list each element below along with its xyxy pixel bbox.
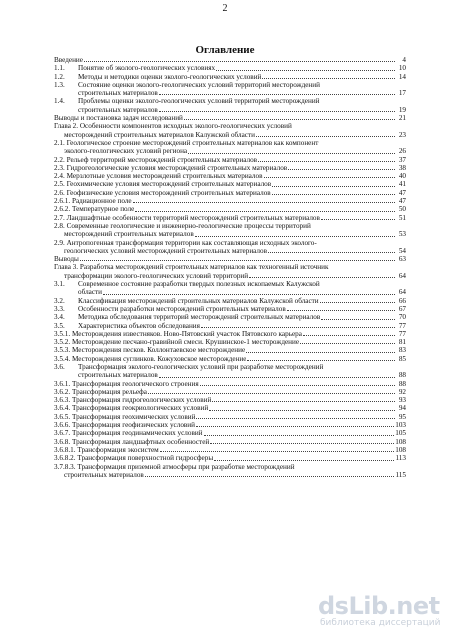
toc-leader-dots [135, 210, 395, 212]
toc-entry[interactable] [54, 313, 406, 321]
toc-entry-title: 3.5.2. Месторождение песчано-гравийной смеси. Крушинское-1 месторождение [54, 338, 300, 347]
toc-entry-title-continuation: строительных материалов [78, 105, 158, 114]
toc-leader-dots [148, 392, 395, 394]
toc-leader-dots [212, 400, 395, 402]
toc-entry[interactable] [54, 413, 406, 421]
toc-entry-page: 47 [398, 188, 406, 197]
toc-entry[interactable] [54, 446, 406, 454]
toc-entry-page: 70 [398, 313, 406, 322]
toc-entry[interactable] [54, 330, 406, 338]
toc-leader-dots [188, 152, 395, 154]
toc-entry-page: 63 [398, 255, 406, 264]
toc-entry[interactable] [54, 396, 406, 404]
toc-entry[interactable] [54, 388, 406, 396]
toc-leader-dots [321, 218, 395, 220]
toc-entry-page: 81 [398, 338, 406, 347]
toc-entry-number: 3.6. [54, 362, 65, 371]
toc-entry[interactable] [54, 64, 406, 72]
toc-leader-dots [262, 77, 395, 79]
toc-entry[interactable] [54, 97, 406, 114]
toc-leader-dots [159, 93, 395, 95]
toc-entry-page: 66 [398, 296, 406, 305]
toc-leader-dots [264, 176, 395, 178]
toc-entry-title: 2.4. Мерзлотные условия месторождений строительных материалов [54, 172, 263, 181]
toc-entry[interactable] [54, 205, 406, 213]
toc-entry-title: 3.6.4. Трансформация геокриологических условий [54, 404, 209, 413]
toc-leader-dots [204, 434, 395, 436]
toc-leader-dots [214, 459, 394, 461]
toc-entry-title: Классификация месторождений строительных материалов Калужской области [78, 296, 319, 305]
toc-entry-number: 3.5. [54, 321, 65, 330]
toc-entry-page: 37 [398, 155, 406, 164]
toc-leader-dots [103, 293, 395, 295]
toc-entry[interactable] [54, 197, 406, 205]
toc-entry-number: 1.3. [54, 80, 65, 89]
toc-entry-page: 51 [398, 213, 406, 222]
toc-leader-dots [288, 168, 395, 170]
toc-entry-title: 3.6.2. Трансформация рельефа [54, 387, 147, 396]
toc-entry-page: 23 [398, 130, 406, 139]
toc-entry[interactable] [54, 322, 406, 330]
toc-entry[interactable] [54, 239, 406, 256]
watermark-logo: dsLib.net [318, 592, 440, 620]
toc-entry-number: 3.2. [54, 296, 65, 305]
toc-entry-title: Введение [54, 56, 83, 64]
toc-entry-page: 41 [398, 180, 406, 189]
toc-leader-dots [133, 201, 395, 203]
toc-entry-page: 92 [398, 387, 406, 396]
toc-leader-dots [159, 110, 395, 112]
toc-entry-title: 2.8. Современные геологические и инженерно-геологические процессы территорий [54, 221, 311, 230]
watermark-caption: библиотека диссертаций [320, 618, 441, 628]
table-of-contents [54, 56, 406, 479]
toc-entry-page: 40 [398, 172, 406, 181]
toc-entry[interactable] [54, 56, 406, 64]
page-number: 2 [222, 3, 228, 14]
toc-entry-title: 2.6.1. Радиационное поле [54, 197, 132, 206]
toc-entry-page: 113 [395, 454, 406, 463]
toc-entry-title: Характеристика объектов обследования [78, 321, 200, 330]
toc-entry-title: 3.6.8. Трансформация ландшафтных особенностей [54, 437, 210, 446]
toc-entry[interactable] [54, 214, 406, 222]
toc-entry-page: 14 [398, 72, 406, 81]
toc-entry-title: 2.6. Геофизические условия месторождений строительных материалов [54, 188, 271, 197]
toc-leader-dots [84, 60, 395, 62]
toc-entry[interactable] [54, 81, 406, 98]
toc-leader-dots [80, 259, 395, 261]
toc-leader-dots [287, 309, 395, 311]
toc-entry-page: 88 [398, 371, 406, 380]
toc-entry-title: Методы и методики оценки эколого-геологических условий [78, 72, 262, 81]
toc-entry-title: Глава 3. Разработка месторождений строительных материалов как техногенный источник [54, 263, 329, 272]
toc-entry-page: 38 [398, 163, 406, 172]
toc-leader-dots [303, 334, 395, 336]
toc-entry-title: 2.2. Рельеф территорий месторождений строительных материалов [54, 155, 258, 164]
toc-leader-dots [216, 69, 395, 71]
toc-entry-page: 95 [398, 412, 406, 421]
toc-entry[interactable] [54, 454, 406, 462]
toc-entry-title: 2.9. Антропогенная трансформация территории как составляющая исходных эколого- [54, 238, 317, 247]
toc-leader-dots [196, 425, 394, 427]
toc-entry-title-continuation: месторождений строительных материалов [64, 230, 194, 239]
toc-entry-title: 3.5.4. Месторождения суглинков. Кожуховское месторождение [54, 354, 247, 363]
toc-entry-page: 21 [398, 114, 406, 123]
toc-entry[interactable] [54, 297, 406, 305]
toc-entry[interactable] [54, 305, 406, 313]
toc-entry[interactable] [54, 189, 406, 197]
toc-entry-title: Современное состояние разработки твердых полезных ископаемых Калужской [78, 280, 320, 289]
toc-entry-number: 3.1. [54, 280, 65, 289]
toc-entry-page: 53 [398, 230, 406, 239]
toc-entry-title: Методика обследования территорий месторождений строительных материалов [78, 313, 321, 322]
toc-entry-title: 3.5.3. Месторождения песков. Коллонтаевское месторождение [54, 346, 246, 355]
toc-entry-title: Трансформация эколого-геологических условий при разработке месторождений [78, 362, 324, 371]
toc-entry-title: Выводы [54, 255, 79, 264]
toc-leader-dots [268, 251, 395, 253]
toc-entry-title: 2.6.2. Температурное поле [54, 205, 135, 214]
toc-entry-title-continuation: трансформации эколого-геологических условий территорий [64, 271, 249, 280]
toc-entry[interactable] [54, 156, 406, 164]
toc-leader-dots [246, 351, 395, 353]
toc-leader-dots [320, 301, 395, 303]
toc-entry-title: 2.3. Гидрогеологические условия месторождений строительных материалов [54, 163, 288, 172]
toc-entry-page: 64 [398, 288, 406, 297]
toc-entry-number: 3.3. [54, 304, 65, 313]
toc-leader-dots [249, 276, 395, 278]
toc-entry-title-continuation: строительных материалов [78, 371, 158, 380]
toc-entry-page: 105 [395, 429, 406, 438]
toc-leader-dots [200, 384, 395, 386]
toc-entry-page: 26 [398, 147, 406, 156]
toc-entry[interactable] [54, 73, 406, 81]
toc-entry-page: 17 [398, 89, 406, 98]
toc-entry[interactable] [54, 429, 406, 437]
toc-leader-dots [196, 417, 395, 419]
toc-entry-page: 83 [398, 346, 406, 355]
toc-entry[interactable] [54, 164, 406, 172]
toc-entry-number: 1.4. [54, 97, 65, 106]
toc-leader-dots [160, 450, 395, 452]
toc-entry-page: 108 [395, 437, 406, 446]
toc-leader-dots [210, 442, 394, 444]
toc-entry-title: Глава 2. Особенности компонентов исходных эколого-геологических условий [54, 122, 292, 131]
toc-entry-title-continuation: строительных материалов [64, 470, 144, 479]
page-title: Оглавление [195, 44, 255, 56]
toc-entry-title: Проблемы оценки эколого-геологических условий территорий месторождений [78, 97, 320, 106]
toc-entry-title: 2.1. Геологическое строение месторождений строительных материалов как компонент [54, 138, 319, 147]
toc-entry[interactable] [54, 438, 406, 446]
toc-entry-page: 67 [398, 304, 406, 313]
toc-entry-title: 3.6.8.2. Трансформация поверхностной гидросферы [54, 454, 214, 463]
toc-entry[interactable] [54, 263, 406, 280]
toc-entry[interactable] [54, 355, 406, 363]
toc-entry-page: 77 [398, 329, 406, 338]
watermark[interactable] [318, 590, 444, 632]
toc-leader-dots [195, 235, 395, 237]
toc-entry[interactable] [54, 255, 406, 263]
toc-entry-title: Выводы и постановка задач исследований [54, 114, 183, 123]
toc-entry-page: 77 [398, 321, 406, 330]
toc-leader-dots [258, 160, 395, 162]
toc-entry[interactable] [54, 139, 406, 156]
toc-entry-page: 47 [398, 197, 406, 206]
toc-entry[interactable] [54, 172, 406, 180]
toc-entry-title: 3.6.7. Трансформация геодинамических условий [54, 429, 203, 438]
toc-entry-title-continuation: эколого-геологических условий региона [64, 147, 188, 156]
toc-entry-page: 115 [395, 470, 406, 479]
toc-entry-page: 54 [398, 246, 406, 255]
toc-entry[interactable] [54, 346, 406, 354]
toc-entry[interactable] [54, 380, 406, 388]
toc-entry-page: 93 [398, 396, 406, 405]
toc-entry[interactable] [54, 114, 406, 122]
toc-entry-page: 10 [398, 64, 406, 73]
toc-leader-dots [145, 475, 395, 477]
toc-entry-title-continuation: строительных материалов [78, 89, 158, 98]
toc-entry-title: 3.7.8.3. Трансформация приземной атмосферы при разработке месторождений [54, 462, 295, 471]
toc-entry-page: 85 [398, 354, 406, 363]
toc-entry[interactable] [54, 280, 406, 297]
toc-entry-title: 2.7. Ландшафтные особенности территорий месторождений строительных материалов [54, 213, 320, 222]
toc-entry-page: 64 [398, 271, 406, 280]
toc-entry-page: 108 [395, 445, 406, 454]
toc-entry[interactable] [54, 463, 406, 480]
toc-entry-title: 2.5. Геохимические условия месторождений строительных материалов [54, 180, 272, 189]
toc-entry-number: 3.4. [54, 313, 65, 322]
toc-entry-title-continuation: месторождений строительных материалов Калужской области [64, 130, 255, 139]
toc-entry-page: 19 [398, 105, 406, 114]
toc-leader-dots [300, 342, 395, 344]
toc-leader-dots [184, 118, 395, 120]
toc-entry-number: 1.1. [54, 64, 65, 73]
toc-entry-page: 50 [398, 205, 406, 214]
toc-entry-title-continuation: геологических условий месторождений строительных материалов [64, 246, 267, 255]
toc-entry-title: 3.6.6. Трансформация геофизических условий [54, 421, 195, 430]
toc-entry[interactable] [54, 180, 406, 188]
toc-leader-dots [209, 409, 395, 411]
toc-entry-page: 94 [398, 404, 406, 413]
toc-entry-title: Особенности разработки месторождений строительных материалов [78, 304, 286, 313]
toc-entry-page: 103 [395, 421, 406, 430]
toc-leader-dots [201, 326, 395, 328]
toc-entry[interactable] [54, 404, 406, 412]
toc-entry-page: 88 [398, 379, 406, 388]
toc-entry-title: Состояние оценки эколого-геологических условий территорий месторождений [78, 80, 320, 89]
toc-entry-title: Понятие об эколого-геологических условиях [78, 64, 216, 73]
toc-entry[interactable] [54, 421, 406, 429]
toc-entry[interactable] [54, 363, 406, 380]
toc-leader-dots [247, 359, 395, 361]
toc-leader-dots [272, 185, 395, 187]
toc-entry-page: 4 [402, 56, 406, 64]
toc-leader-dots [256, 135, 395, 137]
toc-leader-dots [321, 318, 395, 320]
toc-entry[interactable] [54, 122, 406, 139]
toc-leader-dots [159, 376, 395, 378]
toc-entry-title: 3.6.8.1. Трансформация экосистем [54, 445, 159, 454]
toc-entry-number: 1.2. [54, 72, 65, 81]
toc-entry-title: 3.6.1. Трансформация геологического строения [54, 379, 199, 388]
toc-entry-title: 3.6.5. Трансформация геохимических условий [54, 412, 196, 421]
toc-entry[interactable] [54, 338, 406, 346]
toc-entry-title: 3.6.3. Трансформация гидрогеологических условий [54, 396, 212, 405]
toc-entry-title: 3.5.1. Месторождения известняков. Ново-Пятовский участок Пятовского карьера [54, 329, 302, 338]
toc-entry[interactable] [54, 222, 406, 239]
toc-leader-dots [272, 193, 395, 195]
toc-entry-title-continuation: области [78, 288, 103, 297]
